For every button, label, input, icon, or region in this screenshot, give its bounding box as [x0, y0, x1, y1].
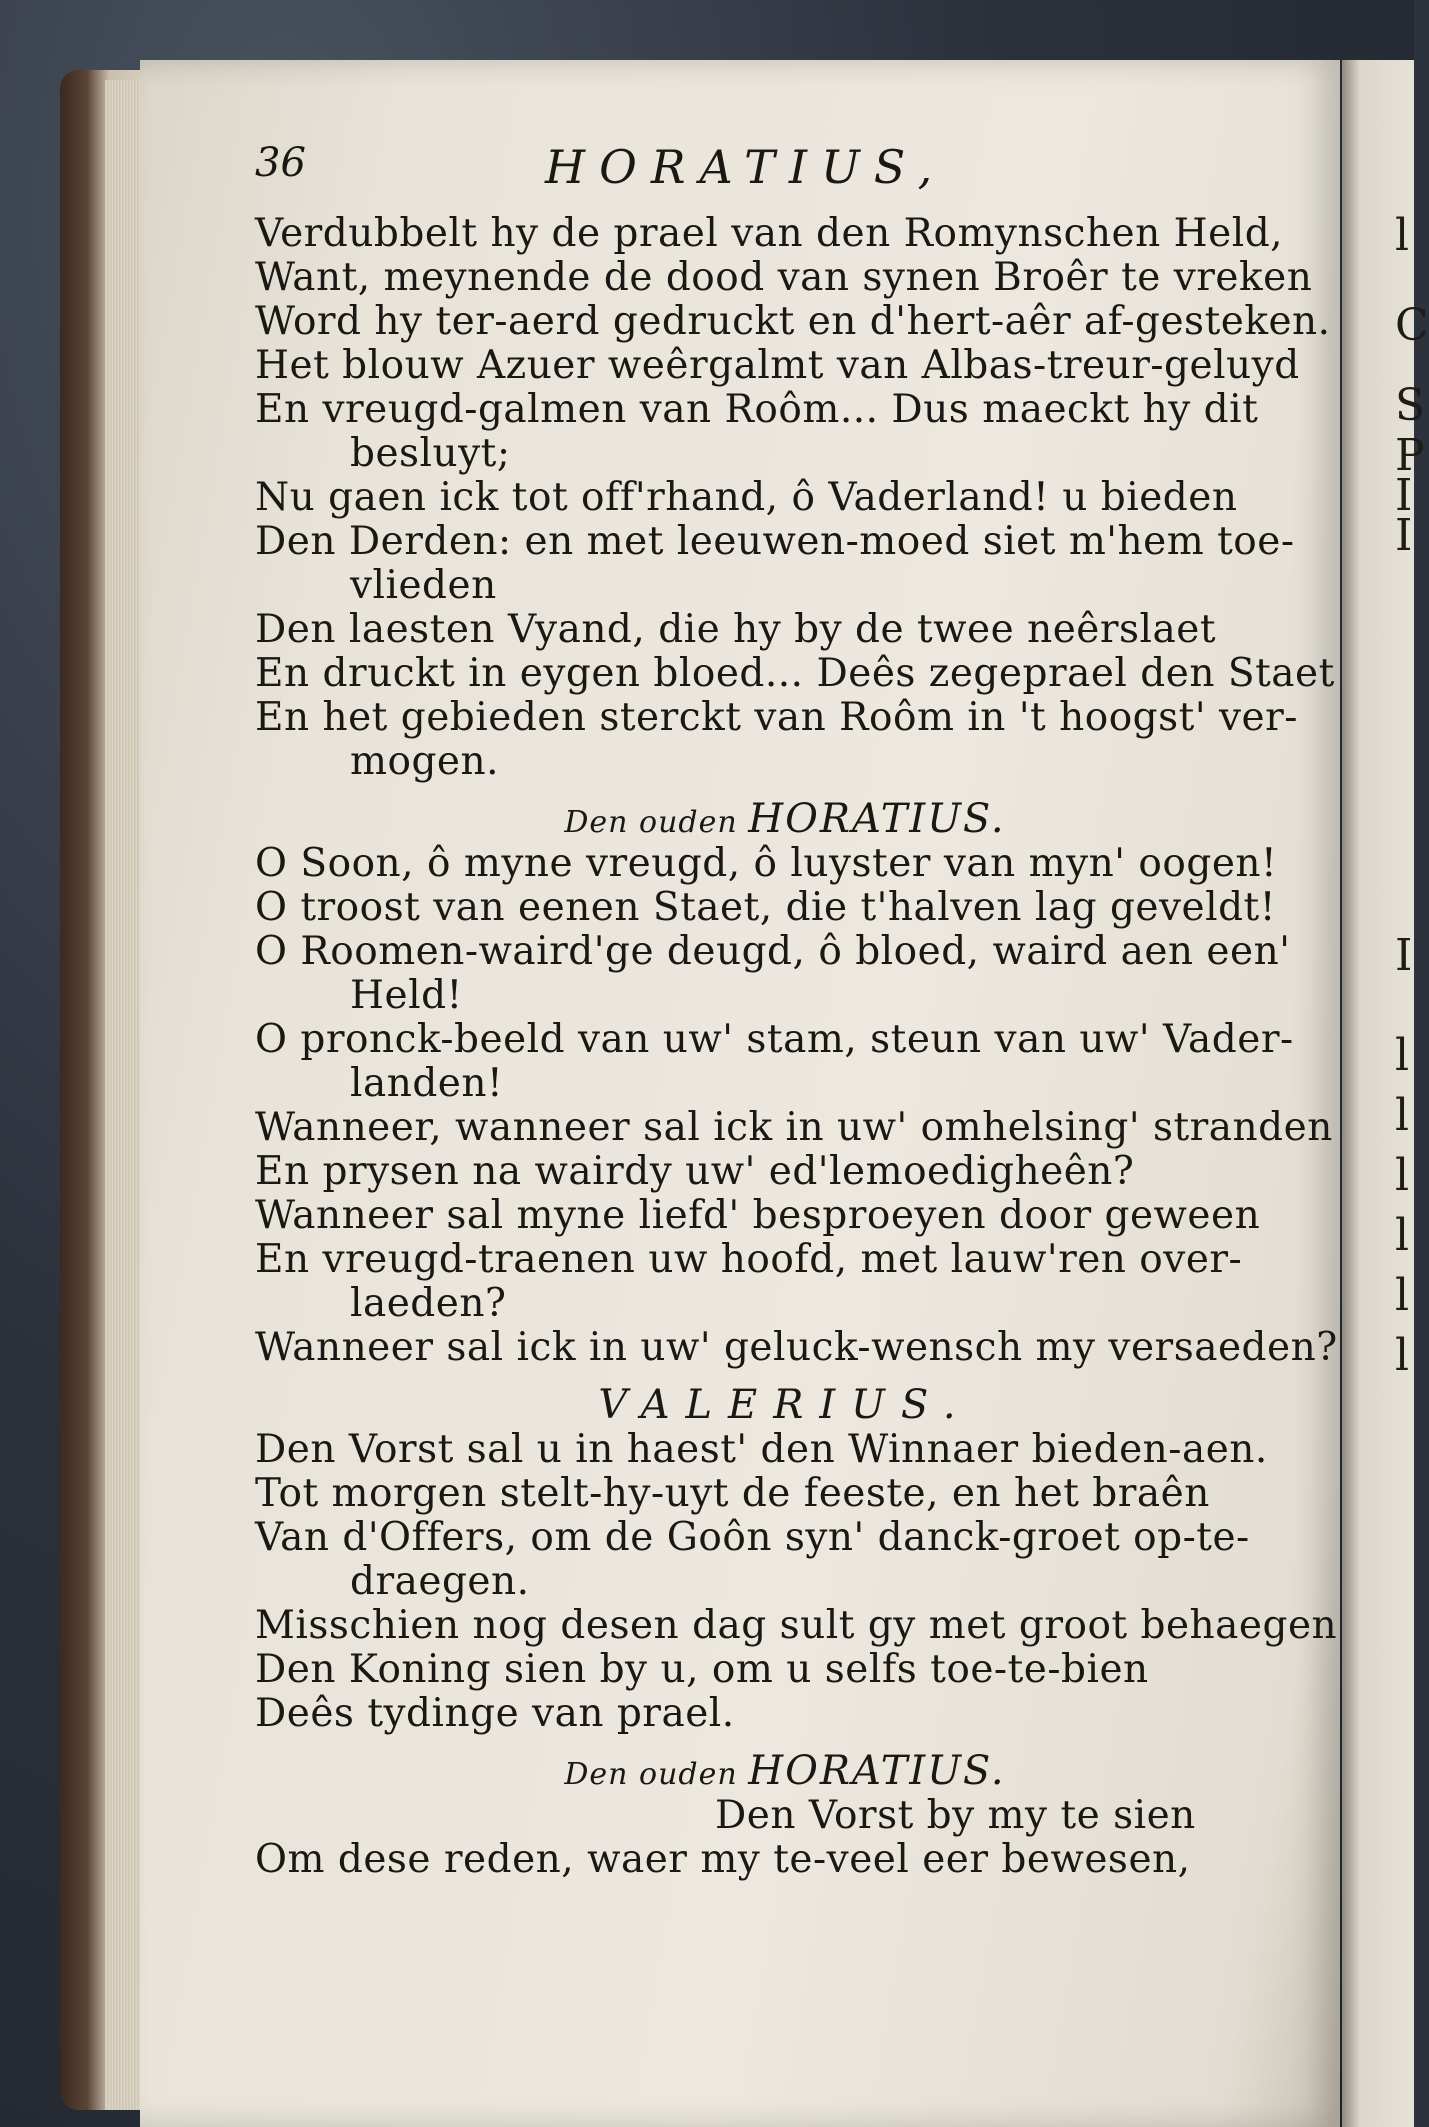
verse-line: O pronck-beeld van uw' stam, steun van uw' Vader- [255, 1017, 1294, 1062]
facing-page-letter: I [1395, 930, 1413, 981]
verse-line: Verdubbelt hy de prael van den Romynschen Held, [255, 211, 1284, 256]
book-page [140, 60, 1340, 2127]
facing-page-letter: I [1395, 470, 1413, 521]
facing-page-letter: l [1395, 1090, 1410, 1141]
verse-line: Den Koning sien by u, om u selfs toe-te-bien [255, 1647, 1149, 1692]
verse-line: Den Vorst by my te sien [715, 1793, 1196, 1838]
facing-page-letter: l [1395, 1150, 1410, 1201]
text-column [255, 140, 1338, 1882]
facing-page-letter: l [1395, 1030, 1410, 1081]
speaker-gap [255, 1736, 1315, 1748]
verse-line-continuation: Held! [350, 973, 463, 1018]
speaker-name: HORATIUS. [748, 1748, 1006, 1794]
verse-line: Het blouw Azuer weêrgalmt van Albas-treur-geluyd [255, 343, 1300, 388]
page-stack-edge [105, 80, 145, 2110]
running-title: HORATIUS, [545, 140, 947, 194]
verse-line: Wanneer sal myne liefd' besproeyen door geween [255, 1193, 1261, 1238]
verse-line-continuation: laeden? [350, 1281, 507, 1326]
page-number: 36 [255, 140, 306, 186]
verse-line: En vreugd-galmen van Roôm... Dus maeckt hy dit [255, 387, 1259, 432]
verse-line: Van d'Offers, om de Goôn syn' danck-groet op-te- [255, 1515, 1250, 1560]
speaker-heading [255, 1382, 1315, 1428]
verse-line: Nu gaen ick tot off'rhand, ô Vaderland! u bieden [255, 475, 1238, 520]
speaker-gap [255, 1370, 1315, 1382]
verse-line: Want, meynende de dood van synen Broêr te vreken [255, 255, 1313, 300]
speaker-heading [255, 1748, 1315, 1794]
speaker-gap [255, 784, 1315, 796]
verse-line: O Soon, ô myne vreugd, ô luyster van myn' oogen! [255, 841, 1278, 886]
verse-line: Om dese reden, waer my te-veel eer bewesen, [255, 1837, 1191, 1882]
verse-line-continuation: mogen. [350, 739, 500, 784]
facing-page-letter: l [1395, 1210, 1410, 1261]
verse-line: Deês tydinge van prael. [255, 1691, 735, 1736]
verse-line: O troost van eenen Staet, die t'halven lag geveldt! [255, 885, 1276, 930]
verse-line-continuation: draegen. [350, 1559, 530, 1604]
verse-line-continuation: vlieden [350, 563, 497, 608]
facing-page-letter: P [1395, 430, 1425, 481]
verse-line: Den Vorst sal u in haest' den Winnaer bieden-aen. [255, 1427, 1268, 1472]
verse-line: Misschien nog desen dag sult gy met groot behaegen [255, 1603, 1338, 1648]
running-head [255, 140, 1315, 212]
facing-page-letter: l [1395, 1270, 1410, 1321]
verse-line-continuation: besluyt; [350, 431, 511, 476]
verse-line: En druckt in eygen bloed... Deês zegeprael den Staet [255, 651, 1335, 696]
verse-line: En vreugd-traenen uw hoofd, met lauw'ren over- [255, 1237, 1243, 1282]
speaker-name: VALERIUS. [598, 1382, 972, 1428]
facing-page-letter: I [1395, 510, 1413, 561]
verse-line: Tot morgen stelt-hy-uyt de feeste, en het braên [255, 1471, 1210, 1516]
speaker-heading [255, 796, 1315, 842]
facing-page-letter: l [1395, 1330, 1410, 1381]
verse-line: O Roomen-waird'ge deugd, ô bloed, waird aen een' [255, 929, 1291, 974]
verse-line: Den Derden: en met leeuwen-moed siet m'hem toe- [255, 519, 1295, 564]
speaker-name: HORATIUS. [748, 796, 1006, 842]
verse-line: Wanneer sal ick in uw' geluck-wensch my versaeden? [255, 1325, 1338, 1370]
verse-line-continuation: landen! [350, 1061, 504, 1106]
speaker-prefix: Den ouden [564, 805, 749, 840]
verse-line: Den laesten Vyand, die hy by de twee neêrslaet [255, 607, 1217, 652]
verse-line: En prysen na wairdy uw' ed'lemoedigheên? [255, 1149, 1135, 1194]
verse-line: Wanneer, wanneer sal ick in uw' omhelsing' stranden [255, 1105, 1333, 1150]
verse-line: En het gebieden sterckt van Roôm in 't hoogst' ver- [255, 695, 1298, 740]
verse-line: Word hy ter-aerd gedruckt en d'hert-aêr af-gesteken. [255, 299, 1331, 344]
speaker-prefix: Den ouden [564, 1757, 749, 1792]
facing-page-letter: S [1395, 380, 1426, 431]
facing-page-letter: l [1395, 210, 1410, 261]
play-text [255, 211, 1338, 1882]
facing-page-letter: C [1395, 300, 1429, 351]
